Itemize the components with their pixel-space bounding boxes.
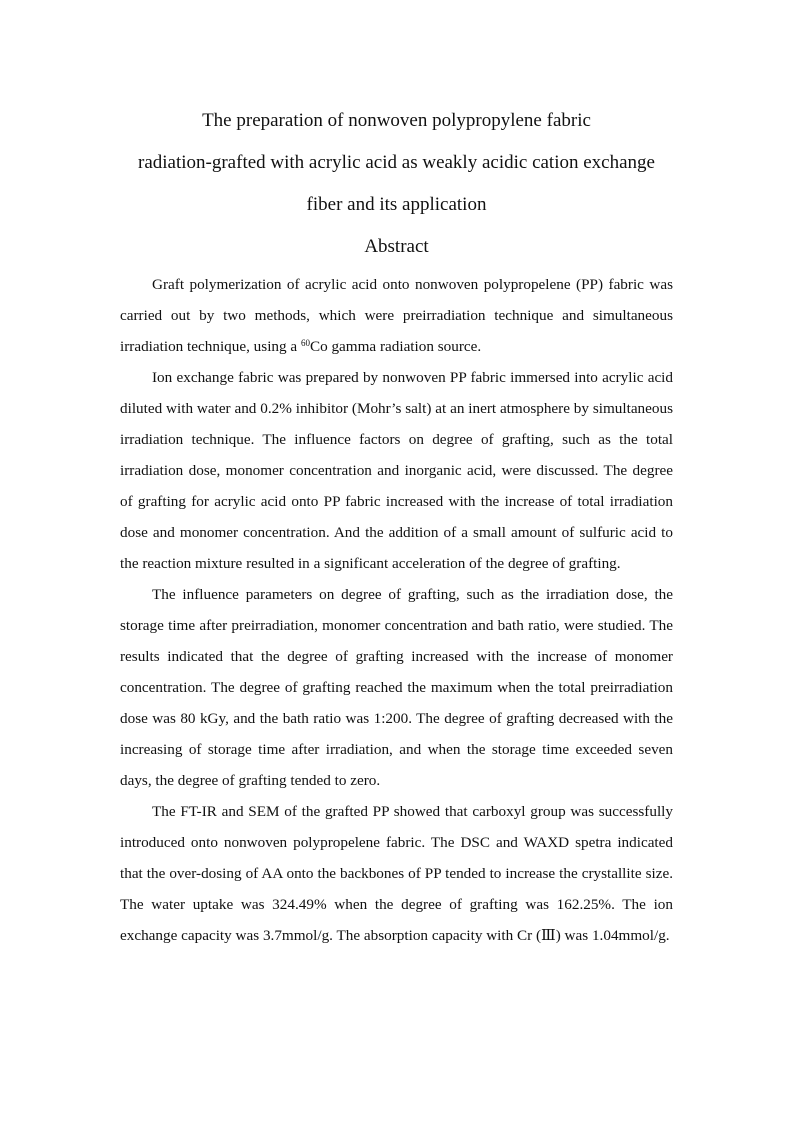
p1-text-after-sup: Co gamma radiation source. <box>309 338 482 355</box>
title-line-3: fiber and its application <box>306 194 487 215</box>
abstract-heading: Abstract <box>364 236 429 257</box>
abstract-paragraph-4: The FT-IR and SEM of the grafted PP showed that carboxyl group was successfully introduced onto nonwoven polypropelene fabric. The DSC and WAXD spetra indicated that the over-dosing of AA onto the backbones of PP tended to increase the crystallite size. The water uptake was 324.49% when the degree of grafting was 162.25%. The ion exchange capacity was 3.7mmol/g. The absorption capacity with Cr (Ⅲ) was 1.04mmol/g. <box>120 803 673 944</box>
title-line-1: The preparation of nonwoven polypropylene fabric <box>202 110 591 131</box>
document-page <box>120 100 673 951</box>
p1-text-before-sup: Graft polymerization of acrylic acid onto nonwoven polypropelene (PP) fabric was carried out by two methods, which were preirradiation technique and simultaneous irradiation technique, using a <box>120 276 673 355</box>
abstract-paragraph-3: The influence parameters on degree of grafting, such as the irradiation dose, the storage time after preirradiation, monomer concentration and bath ratio, were studied. The results indicated that the degree of grafting increased with the increase of monomer concentration. The degree of grafting reached the maximum when the total preirradiation dose was 80 kGy, and the bath ratio was 1:200. The degree of grafting decreased with the increasing of storage time after irradiation, and when the storage time exceeded seven days, the degree of grafting tended to zero. <box>120 586 673 789</box>
abstract-paragraph-1 <box>120 269 673 362</box>
isotope-superscript: 60 <box>300 338 310 348</box>
abstract-paragraph-2: Ion exchange fabric was prepared by nonwoven PP fabric immersed into acrylic acid diluted with water and 0.2% inhibitor (Mohr’s salt) at an inert atmosphere by simultaneous irradiation technique. The influence factors on degree of grafting, such as the total irradiation dose, monomer concentration and inorganic acid, were discussed. The degree of grafting for acrylic acid onto PP fabric increased with the increase of total irradiation dose and monomer concentration. And the addition of a small amount of sulfuric acid to the reaction mixture resulted in a significant acceleration of the degree of grafting. <box>120 369 673 572</box>
title-line-2: radiation-grafted with acrylic acid as weakly acidic cation exchange <box>138 152 655 173</box>
